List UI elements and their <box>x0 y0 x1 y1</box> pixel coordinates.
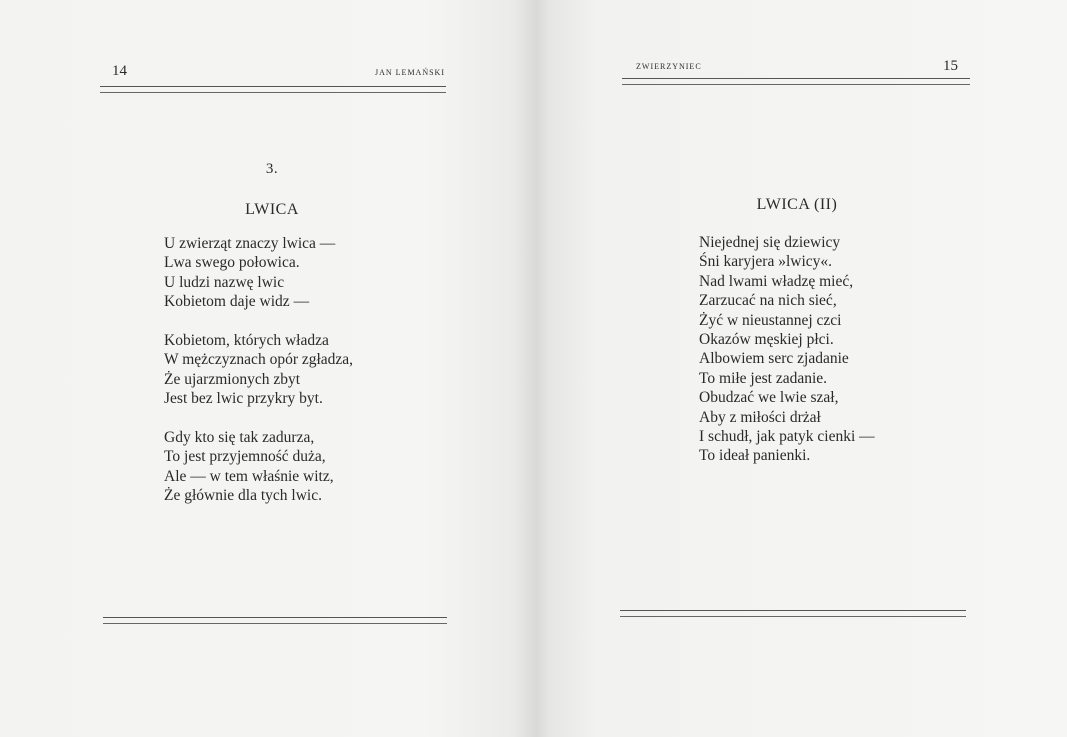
poem-left <box>164 234 353 525</box>
verse-line: U zwierząt znaczy lwica — <box>164 235 336 252</box>
verse-line: To ideał panienki. <box>699 447 811 465</box>
stanza <box>164 428 353 506</box>
poem-title-right: LWICA (II) <box>756 196 838 213</box>
verse-line: Kobietom daje widz — <box>164 293 310 311</box>
verse-line: Zarzucać na nich sieć, <box>699 292 837 310</box>
verse-line: Albowiem serc zjadanie <box>699 350 849 368</box>
verse-line: Gdy kto się tak zadurza, <box>164 429 315 447</box>
footer-rule-right <box>620 610 966 617</box>
verse-line: Niejednej się dziewicy <box>699 234 841 251</box>
left-running-head: JAN LEMAŃSKI <box>375 68 445 77</box>
verse-line: U ludzi nazwę lwic <box>164 273 285 291</box>
poem-right <box>699 233 875 466</box>
left-page-number: 14 <box>112 63 127 79</box>
header-rule-right <box>622 78 970 85</box>
footer-rule-left <box>103 617 447 624</box>
verse-line: Kobietom, których władza <box>164 332 329 350</box>
verse-line: Nad lwami władzę mieć, <box>699 272 854 290</box>
verse-line: To jest przyjemność duża, <box>164 448 326 466</box>
verse-line: To miłe jest zadanie. <box>699 369 828 387</box>
verse-line: Jest bez lwic przykry byt. <box>164 390 323 408</box>
verse-line: Obudzać we lwie szał, <box>699 389 839 407</box>
right-page-number: 15 <box>943 58 958 74</box>
verse-line: Aby z miłości drżał <box>699 408 821 426</box>
right-running-head: ZWIERZYNIEC <box>636 62 702 71</box>
poem-title-left: LWICA <box>245 201 299 218</box>
verse-line: Ale — w tem właśnie witz, <box>164 467 334 485</box>
verse-line: Okazów męskiej płci. <box>699 331 834 349</box>
stanza <box>164 331 353 409</box>
verse-line: W mężczyznach opór zgładza, <box>164 351 354 369</box>
verse-line: Że ujarzmionych zbyt <box>164 370 301 388</box>
verse-line: Lwa swego połowica. <box>164 254 300 272</box>
verse-line: Śni karyjera »lwicy«. <box>699 253 833 271</box>
verse-line: I schudł, jak patyk cienki — <box>699 428 875 446</box>
header-rule-left <box>100 86 446 93</box>
verse-line: Żyć w nieustannej czci <box>699 311 842 329</box>
section-number: 3. <box>265 161 279 177</box>
verse-line: Że głównie dla tych lwic. <box>164 487 322 505</box>
stanza <box>164 234 353 312</box>
